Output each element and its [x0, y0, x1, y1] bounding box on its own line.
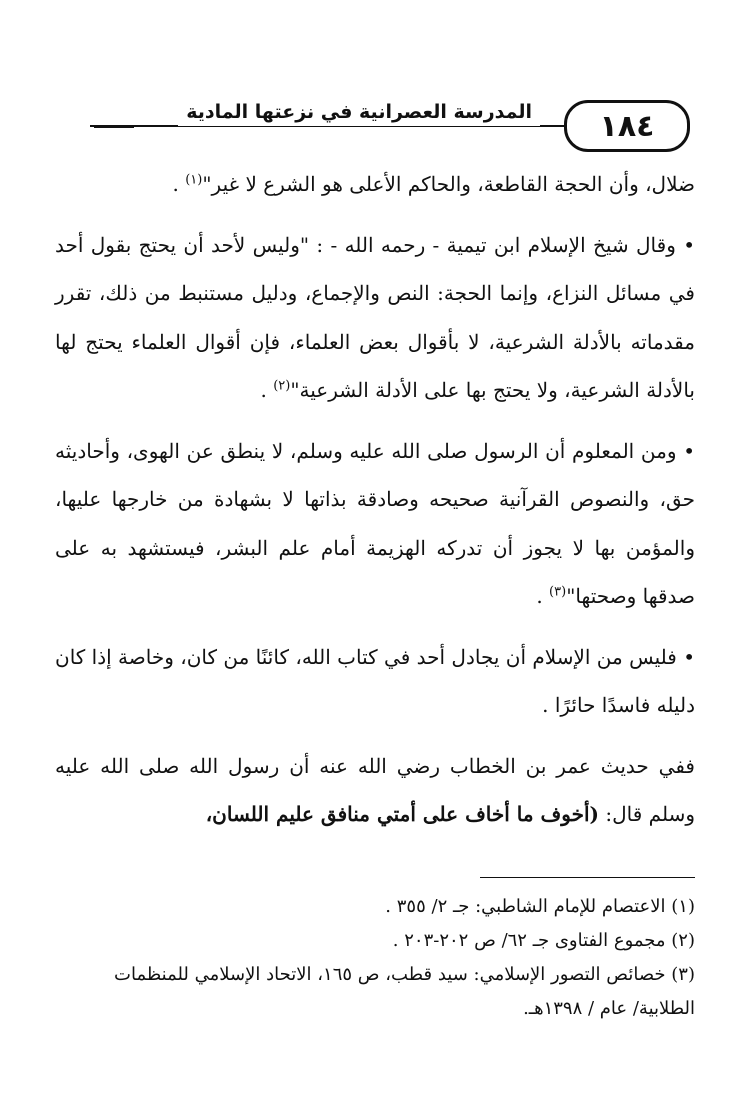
- footnote: (١) الاعتصام للإمام الشاطبي: جـ ٢/ ٣٥٥ .: [385, 896, 695, 917]
- paragraph-end: .: [172, 172, 179, 196]
- page-number: ١٨٤: [564, 100, 690, 152]
- page-header: [90, 98, 690, 148]
- paragraph: [55, 742, 695, 839]
- footnote-ref: (٣): [549, 584, 567, 600]
- paragraph-end: .: [260, 378, 267, 402]
- hadith-quote: (أخوف ما أخاف على أمتي منافق عليم اللسان،: [205, 802, 599, 826]
- footnote-ref: (٢): [273, 378, 291, 394]
- paragraph-text: • ومن المعلوم أن الرسول صلى الله عليه وسلم، لا ينطق عن الهوى، وأحاديثه حق، والنصوص القرآنية صحيحه وصادقة بذاتها لا بشهادة من خارجها عليها، والمؤمن بها لا يجوز أن تدركه الهزيمة أمام علم البشر، فيستشهد به على صدقها وصحتها": [55, 438, 695, 608]
- paragraph-end: .: [536, 584, 543, 608]
- footnote-ref: (١): [185, 172, 203, 188]
- footnote: (٢) مجموع الفتاوى جـ ٦٢/ ص ٢٠٢-٢٠٣ .: [392, 930, 695, 951]
- footnotes: [55, 890, 695, 1026]
- running-title: المدرسة العصرانية في نزعتها المادية: [178, 98, 540, 126]
- footnote: (٣) خصائص التصور الإسلامي: سيد قطب، ص ١٦٥، الاتحاد الإسلامي للمنظمات الطلابية/ عام / ١٣٩٨هـ.: [114, 964, 695, 1019]
- header-rule-short: [94, 125, 134, 128]
- paragraph: • فليس من الإسلام أن يجادل أحد في كتاب الله، كائنًا من كان، وخاصة إذا كان دليله فاسدًا حائرًا .: [55, 644, 695, 717]
- paragraph: [55, 221, 695, 415]
- body-text: [55, 160, 695, 851]
- paragraph-text: ضلال، وأن الحجة القاطعة، والحاكم الأعلى هو الشرع لا غير": [202, 172, 695, 196]
- paragraph: [55, 427, 695, 621]
- paragraph: [55, 160, 695, 209]
- paragraph-text: ففي حديث عمر بن الخطاب رضي الله عنه أن رسول الله صلى الله عليه وسلم قال:: [55, 753, 695, 826]
- footnote-separator: [480, 877, 695, 878]
- paragraph-text: • وقال شيخ الإسلام ابن تيمية - رحمه الله - : "وليس لأحد أن يحتج بقول أحد في مسائل النزاع، وإنما الحجة: النص والإجماع، ودليل مستنبط من ذلك، تقرر مقدماته بالأدلة الشرعية، لا بأقوال بعض العلماء، فإن أقوال العلماء يحتج لها بالأدلة الشرعية، ولا يحتج بها على الأدلة الشرعية": [55, 232, 695, 402]
